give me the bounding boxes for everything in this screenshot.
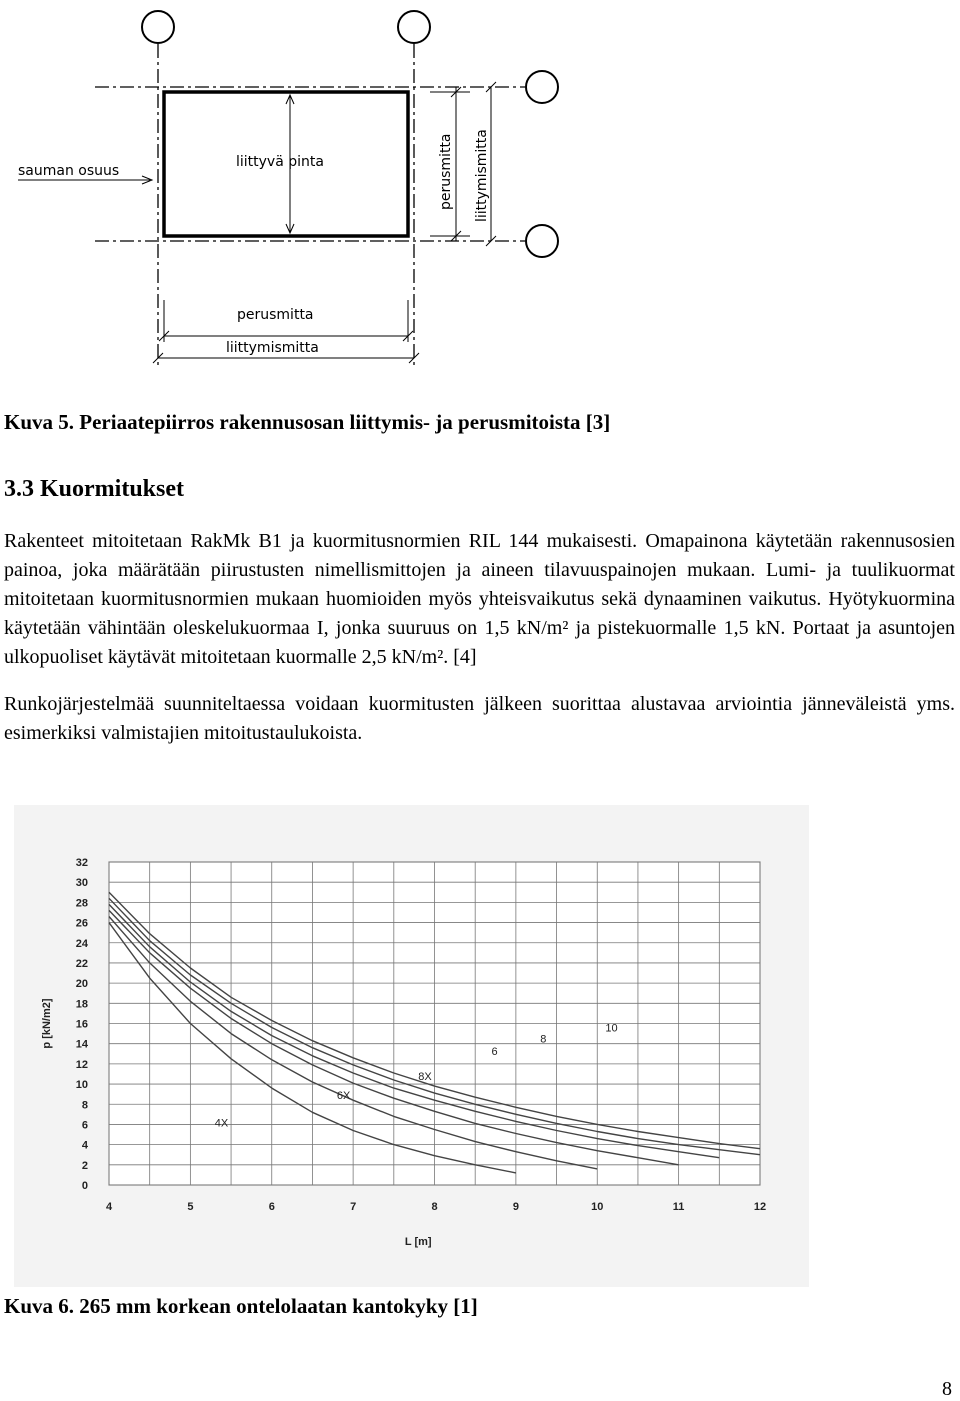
y-tick-label: 16 <box>75 1018 88 1031</box>
series-label-6: 6 <box>491 1045 498 1058</box>
paragraph-loads: Rakenteet mitoitetaan RakMk B1 ja kuormitusnormien RIL 144 mukaisesti. Omapainona käytetään rakennusosien painoa, joka määrätään piirustusten nimellismittojen ja aineen tilavuuspainojen mukaan. Lumi- ja tuulikuormat mitoitetaan kuormitusnormien mukaan huomioiden myös yhteisvaikutus sekä dynaaminen vaikutus. Hyötykuormina käytetään vähintään oleskelukuormaa I, jonka suuruus on 1,5 kN/m² ja pistekuormalle 1,5 kN. Portaat ja asuntojen ulkopuoliset käytävät mitoitetaan kuormalle 2,5 kN/m². [4] <box>4 530 955 668</box>
figure-5-drawing <box>0 0 620 385</box>
y-tick-label: 6 <box>81 1119 88 1132</box>
x-tick-label: 12 <box>753 1201 767 1213</box>
joint-dim-horizontal-label: liittymismitta <box>226 340 319 356</box>
y-tick-label: 2 <box>81 1159 88 1172</box>
figure-6-caption: Kuva 6. 265 mm korkean ontelolaatan kantokyky [1] <box>4 1294 478 1318</box>
y-tick-label: 10 <box>75 1079 88 1092</box>
base-dim-horizontal-label: perusmitta <box>237 307 314 323</box>
y-tick-label: 32 <box>75 857 88 869</box>
x-tick-label: 9 <box>512 1201 519 1213</box>
x-tick-label: 6 <box>268 1201 275 1213</box>
y-tick-label: 12 <box>75 1058 88 1071</box>
series-label-6x: 6X <box>336 1090 351 1103</box>
x-tick-label: 4 <box>105 1201 113 1213</box>
x-tick-label: 11 <box>672 1201 685 1213</box>
y-tick-label: 26 <box>75 917 88 930</box>
y-tick-label: 0 <box>81 1180 88 1192</box>
paragraph-frame-system: Runkojärjestelmää suunniteltaessa voidaan kuormitusten jälkeen suorittaa alustavaa arviointia jänneväleistä yms. esimerkiksi valmistajien mitoitustaulukoista. <box>4 693 955 744</box>
y-tick-label: 24 <box>75 937 88 950</box>
y-tick-label: 28 <box>75 897 88 910</box>
x-tick-label: 7 <box>350 1201 357 1213</box>
grid-circle-right-top <box>526 71 558 103</box>
figure-6-chart <box>14 805 809 1287</box>
x-tick-label: 8 <box>431 1201 438 1213</box>
joint-dim-vertical-label: liittymismitta <box>474 129 490 222</box>
seam-label: sauman osuus <box>18 163 120 179</box>
x-axis-label: L [m] <box>404 1236 432 1248</box>
section-heading: 3.3 Kuormitukset <box>4 476 184 502</box>
x-tick-label: 10 <box>591 1201 604 1213</box>
x-tick-label: 5 <box>187 1201 194 1213</box>
series-label-8x: 8X <box>418 1071 432 1084</box>
grid-circle-top-left <box>142 11 174 43</box>
y-tick-label: 22 <box>75 957 88 970</box>
chart-grid <box>109 862 760 1185</box>
series-label-8: 8 <box>540 1033 547 1046</box>
joined-surface-label: liittyvä pinta <box>236 154 324 170</box>
y-tick-label: 4 <box>81 1139 88 1152</box>
y-tick-label: 8 <box>81 1099 88 1112</box>
series-label-4x: 4X <box>214 1117 229 1130</box>
y-tick-label: 30 <box>75 877 88 890</box>
y-tick-label: 18 <box>75 998 88 1011</box>
base-dim-vertical-label: perusmitta <box>438 133 454 210</box>
y-tick-label: 14 <box>75 1038 88 1051</box>
body-text <box>4 527 955 748</box>
figure-5-caption: Kuva 5. Periaatepiirros rakennusosan liittymis- ja perusmitoista [3] <box>4 410 611 434</box>
y-axis-label: p [kN/m2] <box>41 998 53 1049</box>
grid-circle-right-bottom <box>526 225 558 257</box>
y-tick-label: 20 <box>75 978 88 991</box>
grid-circle-top-mid <box>398 11 430 43</box>
page-number: 8 <box>942 1378 952 1400</box>
series-label-10: 10 <box>605 1022 618 1035</box>
